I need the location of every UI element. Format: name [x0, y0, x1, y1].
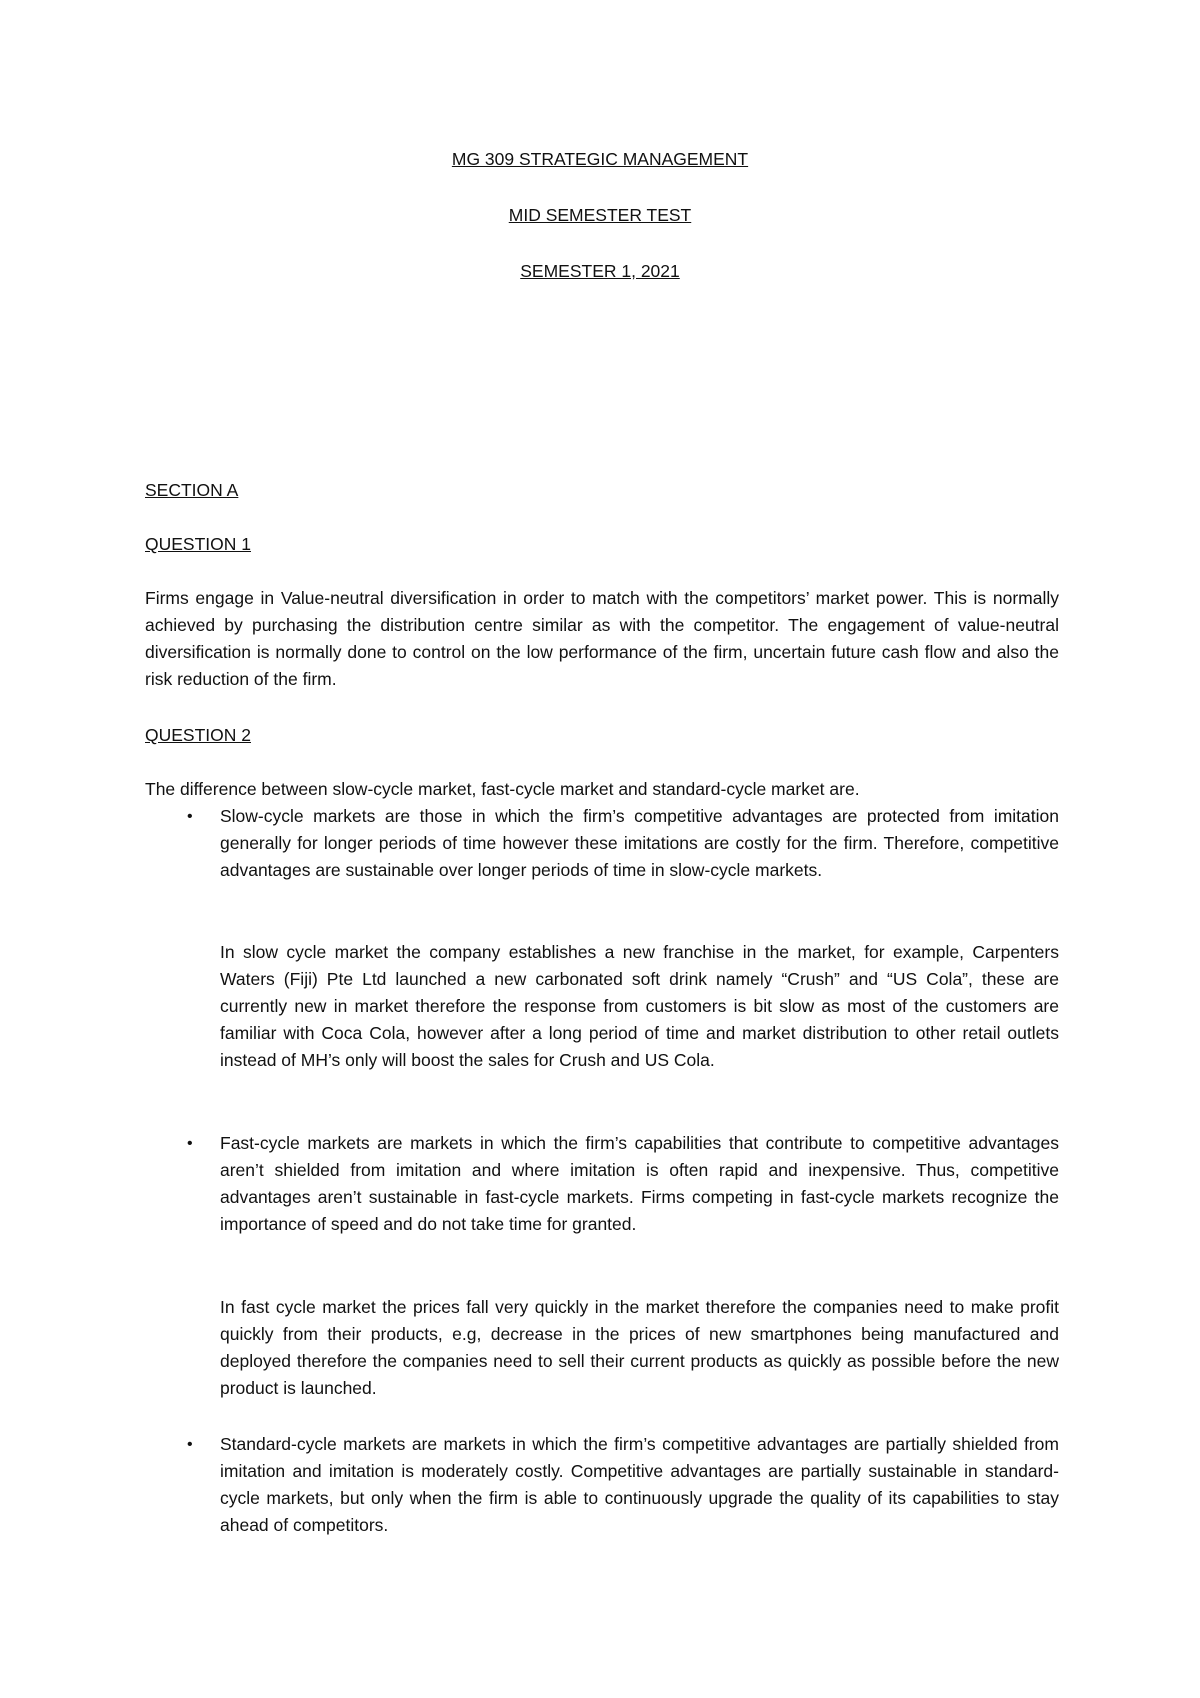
question-2-intro: The difference between slow-cycle market, fast-cycle market and standard-cycle market are.	[145, 779, 860, 799]
course-title: MG 309 STRATEGIC MANAGEMENT	[451, 149, 749, 169]
question-1-answer: Firms engage in Value-neutral diversification in order to match with the competitors’ market power. This is normally achieved by purchasing the distribution centre similar as with the competitor. The engagement of value-neutral diversification is normally done to control on the low performance of the firm, uncertain future cash flow and also the risk reduction of the firm.	[145, 588, 1059, 689]
bullet-fast-cycle: Fast-cycle markets are markets in which the firm’s capabilities that contribute to competitive advantages aren’t shielded from imitation and where imitation is often rapid and inexpensive. Thus, competitive advantages aren’t sustainable in fast-cycle markets. Firms competing in fast-cycle markets recognize the importance of speed and do not take time for granted.	[220, 1133, 1059, 1234]
bullet-marker-fast: •	[187, 1135, 193, 1152]
section-a-heading: SECTION A	[145, 480, 239, 500]
semester-label: SEMESTER 1, 2021	[520, 261, 680, 281]
question-1-heading: QUESTION 1	[145, 534, 251, 554]
bullet-marker-standard: •	[187, 1436, 193, 1453]
bullet-marker-slow: •	[187, 808, 193, 825]
test-title: MID SEMESTER TEST	[508, 205, 692, 225]
slow-cycle-example: In slow cycle market the company establishes a new franchise in the market, for example, Carpenters Waters (Fiji) Pte Ltd launched a new carbonated soft drink namely “Crush” and “US Cola”, these are currently new in market therefore the response from customers is bit slow as most of the customers are familiar with Coca Cola, however after a long period of time and market distribution to other retail outlets instead of MH’s only will boost the sales for Crush and US Cola.	[220, 942, 1059, 1070]
fast-cycle-example: In fast cycle market the prices fall very quickly in the market therefore the companies need to make profit quickly from their products, e.g, decrease in the prices of new smartphones being manufactured and deployed therefore the companies need to sell their current products as quickly as possible before the new product is launched.	[220, 1297, 1059, 1398]
bullet-standard-cycle: Standard-cycle markets are markets in which the firm’s competitive advantages are partially shielded from imitation and imitation is moderately costly. Competitive advantages are partially sustainable in standard-cycle markets, but only when the firm is able to continuously upgrade the quality of its capabilities to stay ahead of competitors.	[220, 1434, 1059, 1535]
question-2-heading: QUESTION 2	[145, 725, 251, 745]
bullet-slow-cycle: Slow-cycle markets are those in which the firm’s competitive advantages are protected from imitation generally for longer periods of time however these imitations are costly for the firm. Therefore, competitive advantages are sustainable over longer periods of time in slow-cycle markets.	[220, 806, 1059, 880]
